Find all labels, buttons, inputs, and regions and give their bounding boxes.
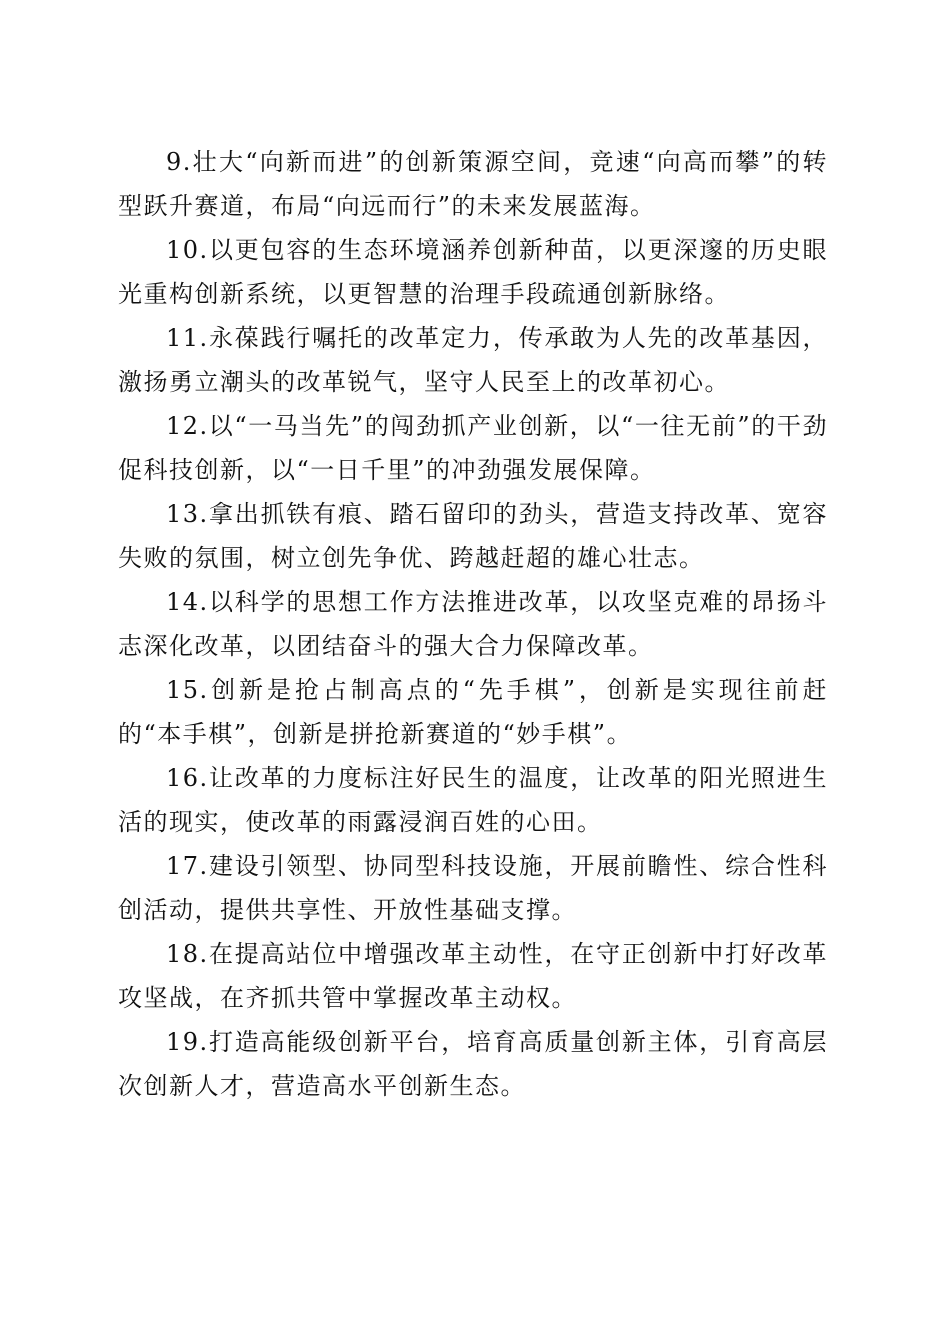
paragraph-11: 11.永葆践行嘱托的改革定力，传承敢为人先的改革基因，激扬勇立潮头的改革锐气，坚守人民至上的改革初心。 bbox=[118, 324, 828, 396]
paragraph-19: 19.打造高能级创新平台，培育高质量创新主体，引育高层次创新人才，营造高水平创新生态。 bbox=[118, 1028, 828, 1100]
paragraph-17: 17.建设引领型、协同型科技设施，开展前瞻性、综合性科创活动，提供共享性、开放性基础支撑。 bbox=[118, 852, 828, 924]
paragraph-15: 15.创新是抢占制高点的“先手棋”，创新是实现往前赶的“本手棋”，创新是拼抢新赛道的“妙手棋”。 bbox=[118, 676, 828, 748]
paragraph-12: 12.以“一马当先”的闯劲抓产业创新，以“一往无前”的干劲促科技创新，以“一日千里”的冲劲强发展保障。 bbox=[118, 412, 828, 484]
paragraph-16: 16.让改革的力度标注好民生的温度，让改革的阳光照进生活的现实，使改革的雨露浸润百姓的心田。 bbox=[118, 764, 828, 836]
paragraph-9: 9.壮大“向新而进”的创新策源空间，竞速“向高而攀”的转型跃升赛道，布局“向远而行”的未来发展蓝海。 bbox=[118, 148, 828, 220]
document-body bbox=[118, 140, 828, 1108]
paragraph-10: 10.以更包容的生态环境涵养创新种苗，以更深邃的历史眼光重构创新系统，以更智慧的治理手段疏通创新脉络。 bbox=[118, 236, 828, 308]
paragraph-18: 18.在提高站位中增强改革主动性，在守正创新中打好改革攻坚战，在齐抓共管中掌握改革主动权。 bbox=[118, 940, 828, 1012]
paragraph-13: 13.拿出抓铁有痕、踏石留印的劲头，营造支持改革、宽容失败的氛围，树立创先争优、跨越赶超的雄心壮志。 bbox=[118, 500, 828, 572]
paragraph-14: 14.以科学的思想工作方法推进改革，以攻坚克难的昂扬斗志深化改革，以团结奋斗的强大合力保障改革。 bbox=[118, 588, 828, 660]
